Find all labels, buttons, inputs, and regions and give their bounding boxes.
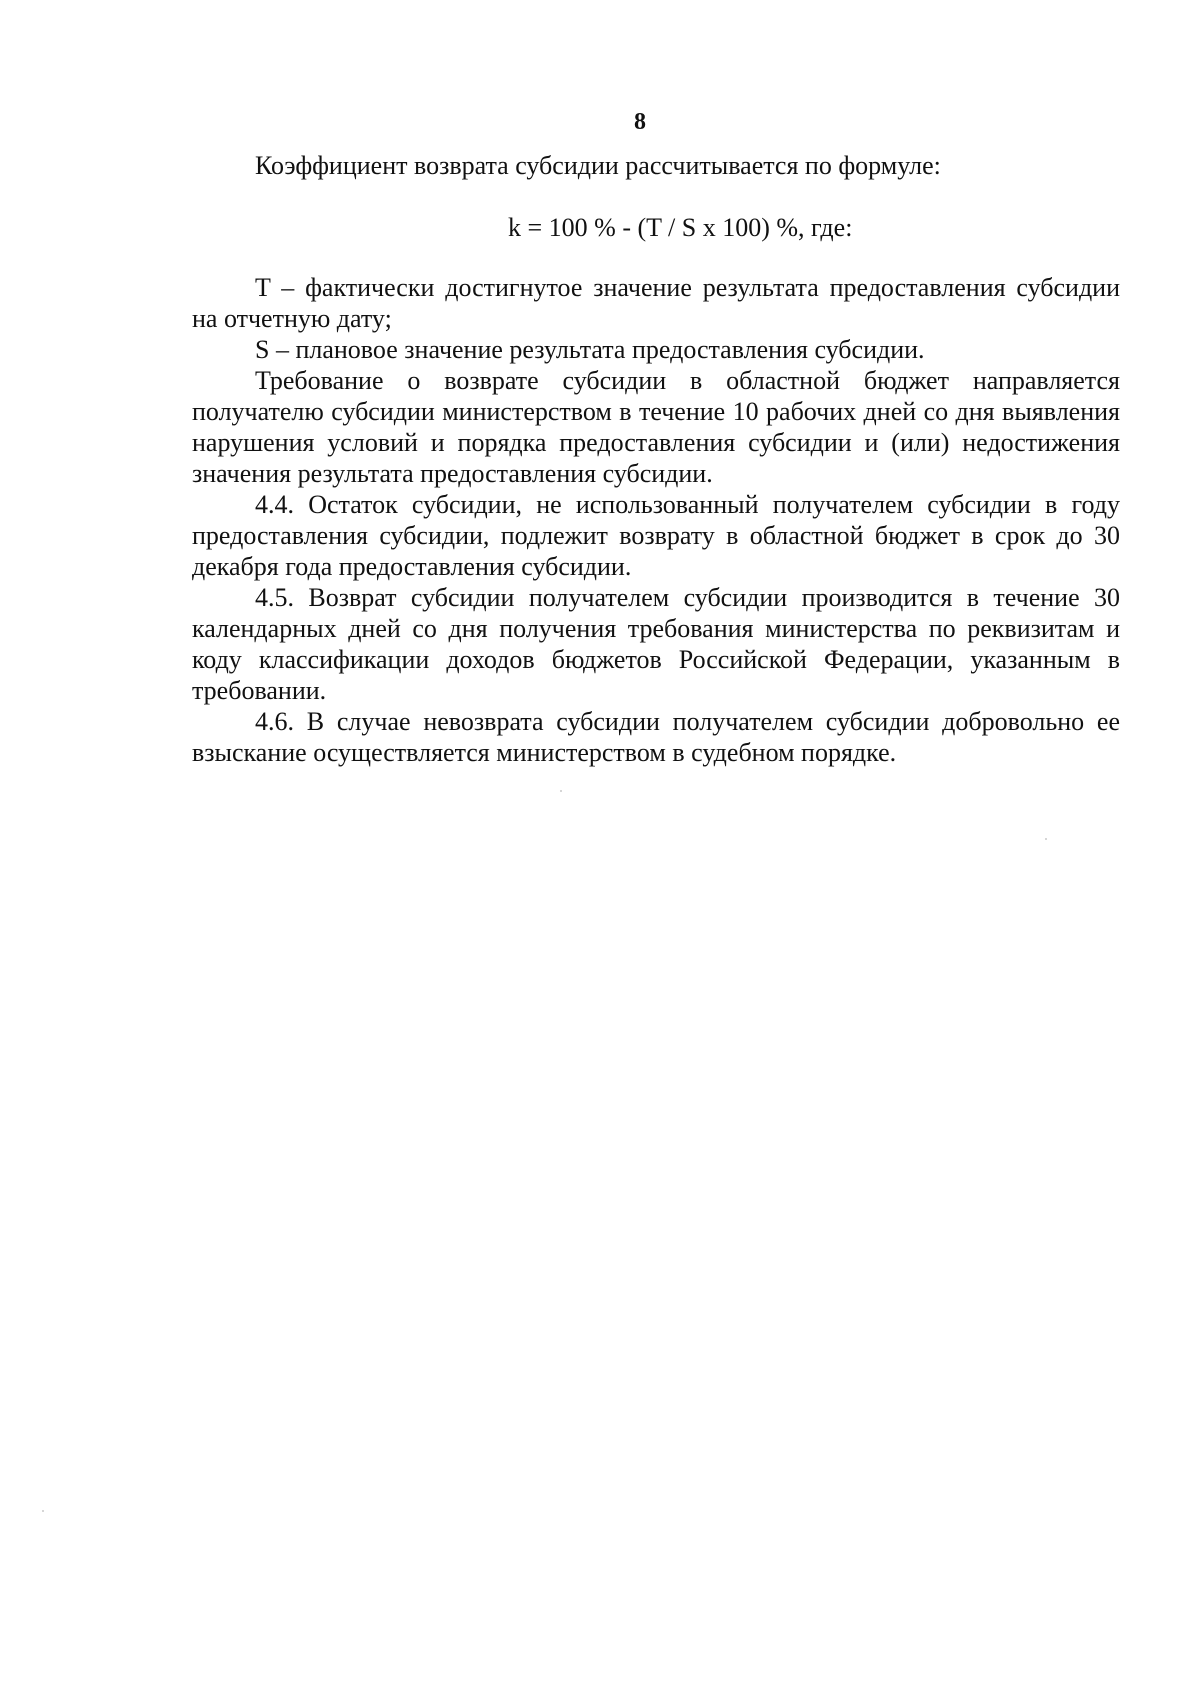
scan-speck xyxy=(560,790,562,792)
paragraph-4-5: 4.5. Возврат субсидии получателем субсидии производится в течение 30 календарных дней со дня получения требования министерства по реквизитам и коду классификации доходов бюджетов Российской Федерации, указанным в требовании. xyxy=(192,583,1120,705)
paragraph-4-6: 4.6. В случае невозврата субсидии получателем субсидии добровольно ее взыскание осуществляется министерством в судебном порядке. xyxy=(192,707,1120,767)
scan-speck xyxy=(42,1510,44,1512)
paragraph-t-definition: T – фактически достигнутое значение результата предоставления субсидии на отчетную дату; xyxy=(192,273,1120,333)
document-body xyxy=(192,272,1120,768)
formula: k = 100 % - (T / S x 100) %, где: xyxy=(508,213,853,242)
formula-intro: Коэффициент возврата субсидии рассчитывается по формуле: xyxy=(255,151,941,180)
scan-speck xyxy=(1045,838,1047,840)
paragraph-s-definition: S – плановое значение результата предоставления субсидии. xyxy=(255,335,925,364)
paragraph-return-demand: Требование о возврате субсидии в областной бюджет направляется получателю субсидии министерством в течение 10 рабочих дней со дня выявления нарушения условий и порядка предоставления субсидии и (или) недостижения значения результата предоставления субсидии. xyxy=(192,366,1120,488)
page-number: 8 xyxy=(634,109,646,135)
paragraph-4-4: 4.4. Остаток субсидии, не использованный получателем субсидии в году предоставления субсидии, подлежит возврату в областной бюджет в срок до 30 декабря года предоставления субсидии. xyxy=(192,490,1120,581)
